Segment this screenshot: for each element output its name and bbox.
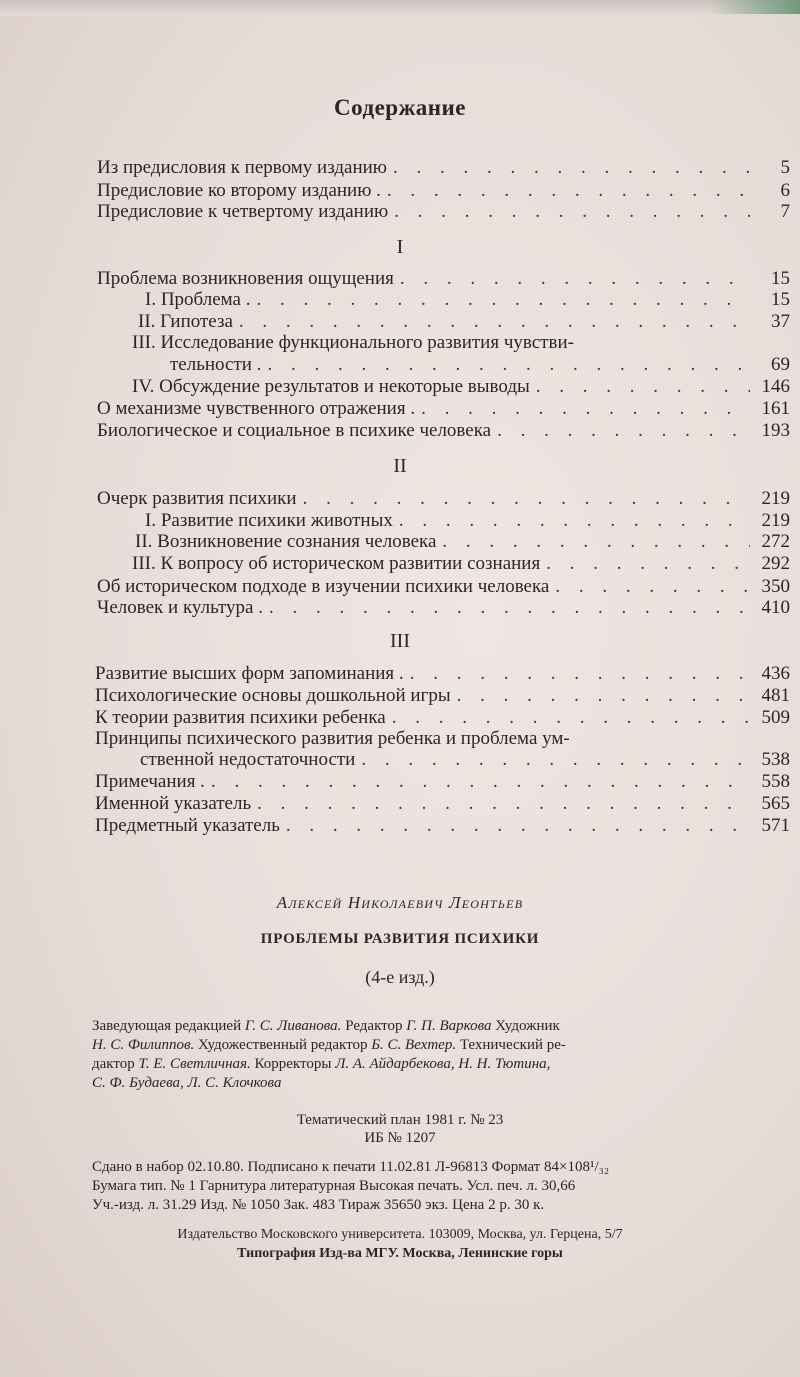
ib-number: ИБ № 1207 (364, 1130, 436, 1146)
toc-entry-text: Развитие высших форм запоминания . (95, 663, 404, 684)
toc-entry (97, 268, 790, 290)
leader-dots (410, 663, 750, 685)
toc-entry (140, 749, 790, 771)
leader-dots (303, 488, 750, 510)
toc-entry-text: О механизме чувственного отражения . (97, 398, 416, 419)
toc-page-number: 219 (761, 510, 790, 531)
leader-dots (546, 553, 750, 575)
toc-page-number: 538 (761, 749, 790, 770)
toc-page-number: 69 (771, 354, 790, 375)
toc-entry-text: I. Проблема . (145, 289, 251, 310)
section-heading: III (390, 630, 410, 652)
page-title: Содержание (334, 95, 466, 120)
toc-page-number: 15 (771, 289, 790, 310)
toc-entry-text: II. Возникновение сознания человека (135, 531, 437, 552)
toc-entry (95, 707, 790, 729)
toc-entry-continuation: ственной недостаточности (140, 749, 356, 770)
toc-page-number: 558 (761, 771, 790, 792)
toc-entry-text: Предисловие ко второму изданию . (97, 180, 381, 201)
credits-line: С. Ф. Будаева, Л. С. Клочкова (92, 1075, 282, 1091)
toc-entry (145, 510, 790, 532)
imprint-line: Бумага тип. № 1 Гарнитура литературная Высокая печать. Усл. печ. л. 30,66 (92, 1178, 576, 1194)
toc-entry-text: Психологические основы дошкольной игры (95, 685, 451, 706)
toc-page-number: 509 (761, 707, 790, 728)
leader-dots (256, 289, 750, 311)
section-heading: I (396, 236, 404, 258)
leader-dots (286, 815, 750, 837)
printing-house: Типография Изд-ва МГУ. Москва, Ленинские горы (237, 1246, 563, 1261)
leader-dots (536, 376, 750, 398)
toc-page-number: 571 (761, 815, 790, 836)
toc-entry (170, 354, 790, 376)
toc-entry-text: Проблема возникновения ощущения (97, 268, 394, 289)
toc-entry (97, 398, 790, 420)
toc-entry-text: III. К вопросу об историческом развитии сознания (132, 553, 541, 574)
toc-entry (97, 420, 790, 442)
toc-entry (138, 311, 790, 333)
toc-entry (97, 201, 790, 223)
toc-entry (145, 289, 790, 311)
leader-dots (269, 597, 750, 619)
toc-page-number: 410 (761, 597, 790, 618)
toc-entry-continuation: тельности . (170, 354, 262, 375)
leader-dots (394, 201, 750, 223)
imprint-line: Сдано в набор 02.10.80. Подписано к печати 11.02.81 Л-96813 Формат 84×108¹/₃₂ (92, 1159, 610, 1175)
imprint-line: Уч.-изд. л. 31.29 Изд. № 1050 Зак. 483 Тираж 35650 экз. Цена 2 р. 30 к. (92, 1197, 545, 1213)
credits (92, 1017, 800, 1093)
toc-page-number: 161 (761, 398, 790, 419)
toc-entry-text: IV. Обсуждение результатов и некоторые выводы (132, 376, 530, 397)
toc-page-number: 7 (780, 201, 790, 222)
author-name: Алексей Николаевич Леонтьев (276, 893, 524, 912)
toc-entry-text: Именной указатель (95, 793, 252, 814)
section-heading: II (393, 455, 407, 477)
toc-entry-text: Примечания . (95, 771, 205, 792)
leader-dots (400, 268, 750, 290)
toc-entry (95, 771, 790, 793)
toc-page-number: 350 (761, 576, 790, 597)
toc-entry-text: Биологическое и социальное в психике человека (97, 420, 492, 441)
toc-page-number: 292 (761, 553, 790, 574)
toc-entry (95, 685, 790, 707)
toc-entry (95, 815, 790, 837)
toc-entry (95, 793, 790, 815)
toc-page-number: 5 (780, 157, 790, 178)
leader-dots (457, 685, 750, 707)
toc-entry-text: Из предисловия к первому изданию (97, 157, 388, 178)
leader-dots (257, 793, 750, 815)
leader-dots (211, 771, 750, 793)
toc-entry (132, 376, 790, 398)
toc-entry-text: Человек и культура . (97, 597, 263, 618)
toc-entry-text: I. Развитие психики животных (145, 510, 393, 531)
edition: (4-е изд.) (365, 967, 435, 987)
toc-entry-text: Предисловие к четвертому изданию (97, 201, 389, 222)
leader-dots (392, 707, 750, 729)
toc-page-number: 565 (761, 793, 790, 814)
toc-entry-text: Предметный указатель (95, 815, 280, 836)
book-title: ПРОБЛЕМЫ РАЗВИТИЯ ПСИХИКИ (260, 931, 540, 947)
publisher-address: Издательство Московского университета. 103009, Москва, ул. Герцена, 5/7 (177, 1227, 623, 1242)
leader-dots (421, 398, 750, 420)
toc-page-number: 193 (761, 420, 790, 441)
leader-dots (442, 531, 750, 553)
toc-entry (97, 488, 790, 510)
toc-entry (97, 180, 790, 202)
leader-dots (387, 180, 750, 202)
toc-entry (95, 663, 790, 685)
toc-page-number: 6 (780, 180, 790, 201)
toc-page-number: 272 (761, 531, 790, 552)
toc-entry-text: Очерк развития психики (97, 488, 297, 509)
leader-dots (497, 420, 750, 442)
credits-line: Заведующая редакцией Г. С. Ливанова. Редактор Г. П. Варкова Художник (92, 1018, 560, 1034)
toc-page-number: 146 (761, 376, 790, 397)
toc-page-number: 436 (761, 663, 790, 684)
toc-entry (132, 553, 790, 575)
toc-page-number: 219 (761, 488, 790, 509)
toc-entry-text: К теории развития психики ребенка (95, 707, 386, 728)
leader-dots (393, 157, 750, 179)
toc-entry (97, 597, 790, 619)
leader-dots (267, 354, 750, 376)
leader-dots (239, 311, 750, 333)
toc-entry-text: III. Исследование функционального развития чувстви- (132, 332, 574, 353)
toc-entry-text: Принципы психического развития ребенка и проблема ум- (95, 728, 570, 749)
leader-dots (399, 510, 750, 532)
toc-entry-text: II. Гипотеза (138, 311, 233, 332)
toc-page-number: 15 (771, 268, 790, 289)
toc-entry (135, 531, 790, 553)
leader-dots (361, 749, 750, 771)
leader-dots (555, 576, 750, 598)
toc-entry (97, 157, 790, 179)
toc-entry (97, 576, 790, 598)
credits-line: дактор Т. Е. Светличная. Корректоры Л. А. Айдарбекова, Н. Н. Тютина, (92, 1056, 551, 1072)
toc-page-number: 481 (761, 685, 790, 706)
thematic-plan: Тематический план 1981 г. № 23 (296, 1112, 504, 1128)
toc-page-number: 37 (771, 311, 790, 332)
credits-line: Н. С. Филиппов. Художественный редактор Б. С. Вехтер. Технический ре- (92, 1037, 566, 1053)
toc-entry-text: Об историческом подходе в изучении психики человека (97, 576, 550, 597)
